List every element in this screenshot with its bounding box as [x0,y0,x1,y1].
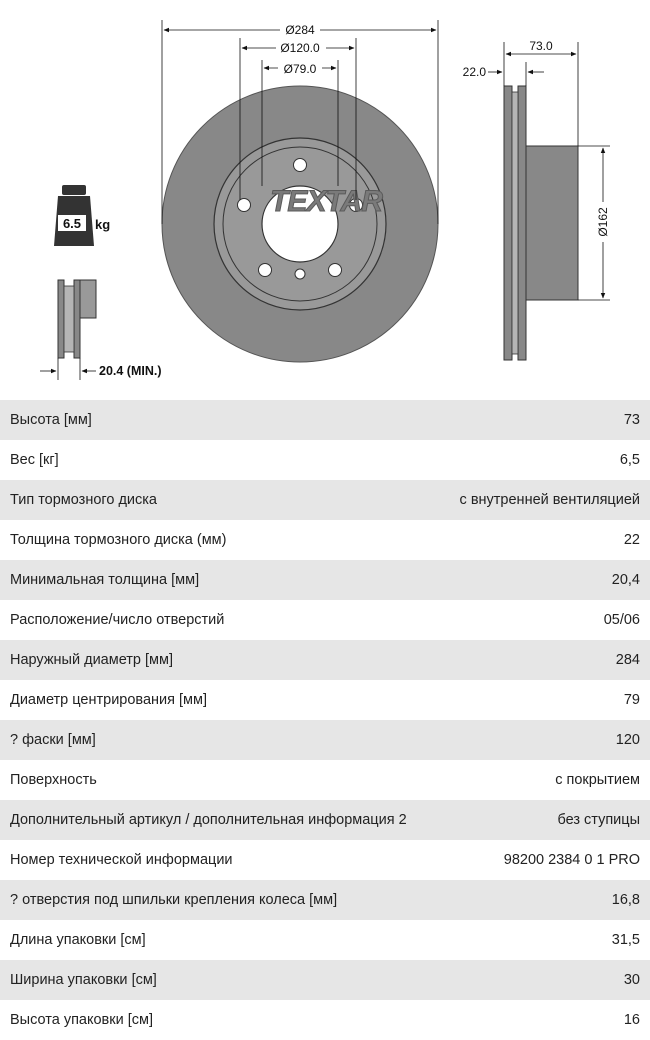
spec-value: 79 [623,692,640,708]
spec-value: 20,4 [611,572,640,588]
svg-text:73.0: 73.0 [529,39,553,53]
spec-label: Дополнительный артикул / дополнительная информация 2 [10,812,407,828]
spec-label: Ширина упаковки [см] [10,972,157,988]
spec-label: Высота упаковки [см] [10,1012,154,1028]
dim-thickness [463,62,544,86]
spec-value: 120 [615,732,640,748]
spec-label: Высота [мм] [10,412,92,428]
svg-text:Ø284: Ø284 [285,23,315,37]
spec-row [0,440,650,480]
spec-value: с внутренней вентиляцией [459,492,640,508]
spec-row [0,960,650,1000]
svg-text:Ø120.0: Ø120.0 [280,41,320,55]
disc-front-view [162,86,438,362]
spec-row [0,920,650,960]
spec-value: 22 [623,532,640,548]
dim-hat-diameter [578,146,610,300]
spec-label: Толщина тормозного диска (мм) [10,532,227,548]
spec-label: Длина упаковки [см] [10,932,146,948]
spec-value: 6,5 [619,452,640,468]
min-thickness-label: 20.4 (MIN.) [99,364,162,378]
spec-value: 05/06 [603,612,640,628]
spec-row [0,520,650,560]
spec-label: Расположение/число отверстий [10,612,225,628]
spec-row [0,640,650,680]
spec-value: 16,8 [611,892,640,908]
svg-text:Ø162: Ø162 [596,207,610,237]
brake-disc-drawing [0,0,650,400]
spec-label: Вес [кг] [10,452,59,468]
spec-row [0,1000,650,1040]
spec-value: без ступицы [557,812,640,828]
spec-row [0,560,650,600]
spec-row [0,680,650,720]
spec-value: с покрытием [555,772,640,788]
disc-side-view [504,86,578,360]
weight-icon [54,185,94,246]
spec-row [0,480,650,520]
spec-row [0,400,650,440]
spec-label: ? фаски [мм] [10,732,96,748]
spec-label: Наружный диаметр [мм] [10,652,174,668]
spec-value: 73 [623,412,640,428]
svg-text:6.5: 6.5 [62,216,82,231]
min-thickness-profile [40,280,96,380]
spec-label: Поверхность [10,772,97,788]
spec-value: 284 [615,652,640,668]
spec-value: 16 [623,1012,640,1028]
spec-value: 98200 2384 0 1 PRO [503,852,640,868]
svg-text:Ø79.0: Ø79.0 [283,62,317,76]
brand-logo: TEXTAR [270,185,382,218]
spec-row [0,760,650,800]
spec-label: Минимальная толщина [мм] [10,572,200,588]
spec-row [0,880,650,920]
svg-text:22.0: 22.0 [462,65,486,79]
spec-value: 30 [623,972,640,988]
specs-table [0,400,650,1040]
spec-label: Номер технической информации [10,852,233,868]
spec-row [0,840,650,880]
spec-row [0,720,650,760]
spec-row [0,600,650,640]
spec-row [0,800,650,840]
spec-label: Диаметр центрирования [мм] [10,692,208,708]
spec-label: ? отверстия под шпильки крепления колеса [мм] [10,892,338,908]
spec-value: 31,5 [611,932,640,948]
weight-unit: kg [95,217,111,232]
pin-hole [295,269,305,279]
spec-label: Тип тормозного диска [10,492,157,508]
